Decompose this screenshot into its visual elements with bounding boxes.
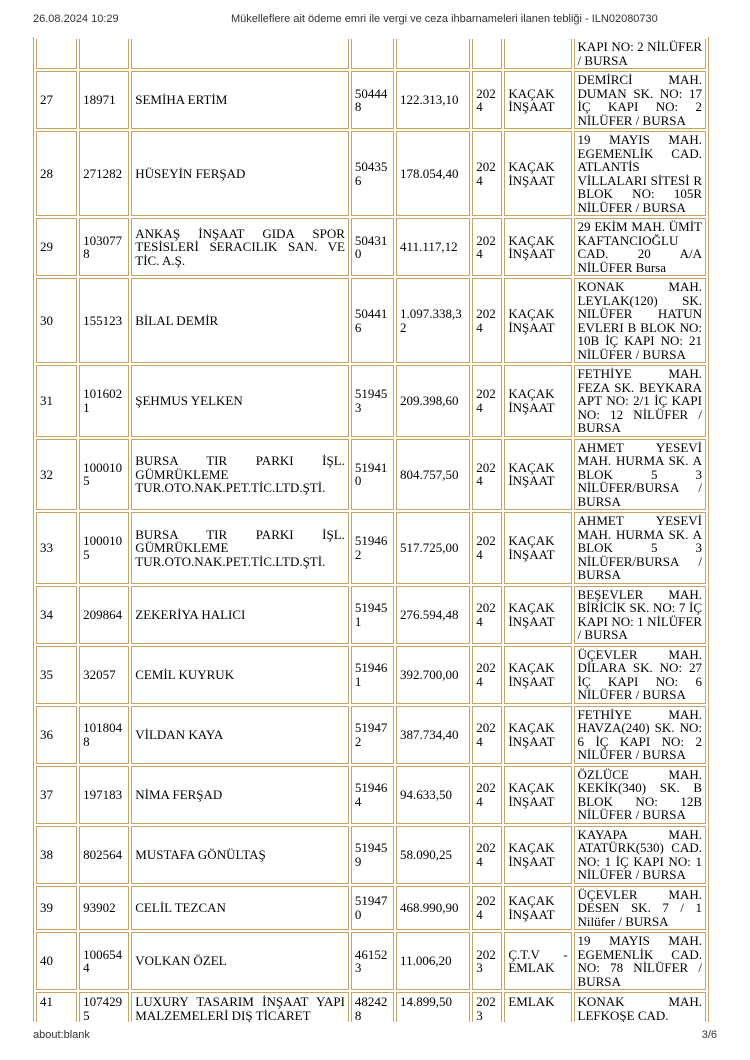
cell-registry-no: 155123 bbox=[79, 278, 129, 363]
cell-year bbox=[472, 39, 502, 69]
cell-amount: 1.097.338,32 bbox=[396, 278, 470, 363]
cell-address: KONAK MAH. LEFKOŞE CAD. bbox=[574, 992, 706, 1022]
cell-name: VOLKAN ÖZEL bbox=[131, 932, 349, 990]
cell-notice-no: 519464 bbox=[351, 766, 394, 824]
cell-name: CEMİL KUYRUK bbox=[131, 646, 349, 704]
table-row bbox=[36, 278, 706, 363]
cell-tax-type: KAÇAK İNŞAAT bbox=[504, 706, 571, 764]
cell-address: KAYAPA MAH. ATATÜRK(530) CAD. NO: 1 İÇ KAPI NO: 1 NİLÜFER / BURSA bbox=[574, 826, 706, 884]
cell-name: VİLDAN KAYA bbox=[131, 706, 349, 764]
table-row bbox=[36, 992, 706, 1022]
cell-year: 2023 bbox=[472, 992, 502, 1022]
table-row-carryover bbox=[36, 39, 706, 69]
cell-no: 28 bbox=[36, 131, 77, 216]
cell-address: 29 EKİM MAH. ÜMİT KAFTANCIOĞLU CAD. 20 A/A NİLÜFER Bursa bbox=[574, 218, 706, 276]
cell-address: AHMET YESEVİ MAH. HURMA SK. A BLOK 5 3 NİLÜFER/BURSA / BURSA bbox=[574, 439, 706, 511]
table-row bbox=[36, 365, 706, 437]
cell-address: BEŞEVLER MAH. BİRİCİK SK. NO: 7 İÇ KAPI NO: 1 NİLÜFER / BURSA bbox=[574, 586, 706, 644]
cell-no: 40 bbox=[36, 932, 77, 990]
cell-address: 19 MAYIS MAH. EGEMENLİK CAD. ATLANTİS VİLLALARI SİTESİ R BLOK NO: 105R NİLÜFER / BURSA bbox=[574, 131, 706, 216]
table-row bbox=[36, 218, 706, 276]
cell-notice-no: 519472 bbox=[351, 706, 394, 764]
cell-year: 2024 bbox=[472, 646, 502, 704]
cell-name: ŞEHMUS YELKEN bbox=[131, 365, 349, 437]
cell-no bbox=[36, 39, 77, 69]
cell-tax-type: KAÇAK İNŞAAT bbox=[504, 439, 571, 511]
cell-no: 31 bbox=[36, 365, 77, 437]
cell-amount: 94.633,50 bbox=[396, 766, 470, 824]
cell-notice-no: 482428 bbox=[351, 992, 394, 1022]
cell-name: SEMİHA ERTİM bbox=[131, 71, 349, 129]
cell-address: DEMİRCİ MAH. DUMAN SK. NO: 17 İÇ KAPI NO: 2 NİLÜFER / BURSA bbox=[574, 71, 706, 129]
cell-notice-no bbox=[351, 39, 394, 69]
cell-registry-no bbox=[79, 39, 129, 69]
cell-tax-type: KAÇAK İNŞAAT bbox=[504, 218, 571, 276]
cell-year: 2024 bbox=[472, 131, 502, 216]
cell-registry-no: 93902 bbox=[79, 886, 129, 931]
table-row bbox=[36, 886, 706, 931]
cell-address: AHMET YESEVİ MAH. HURMA SK. A BLOK 5 3 NİLÜFER/BURSA / BURSA bbox=[574, 512, 706, 584]
cell-no: 35 bbox=[36, 646, 77, 704]
cell-amount: 178.054,40 bbox=[396, 131, 470, 216]
cell-tax-type: KAÇAK İNŞAAT bbox=[504, 646, 571, 704]
cell-no: 27 bbox=[36, 71, 77, 129]
cell-registry-no: 271282 bbox=[79, 131, 129, 216]
cell-notice-no: 461523 bbox=[351, 932, 394, 990]
cell-tax-type: KAÇAK İNŞAAT bbox=[504, 586, 571, 644]
cell-name: ANKAŞ İNŞAAT GIDA SPOR TESİSLERİ SERACILIK SAN. VE TİC. A.Ş. bbox=[131, 218, 349, 276]
cell-no: 33 bbox=[36, 512, 77, 584]
cell-registry-no: 1000105 bbox=[79, 512, 129, 584]
cell-registry-no: 32057 bbox=[79, 646, 129, 704]
cell-notice-no: 504356 bbox=[351, 131, 394, 216]
cell-registry-no: 1018048 bbox=[79, 706, 129, 764]
cell-notice-no: 519459 bbox=[351, 826, 394, 884]
cell-tax-type: KAÇAK İNŞAAT bbox=[504, 365, 571, 437]
cell-amount: 14.899,50 bbox=[396, 992, 470, 1022]
cell-tax-type bbox=[504, 39, 571, 69]
cell-no: 36 bbox=[36, 706, 77, 764]
cell-tax-type: KAÇAK İNŞAAT bbox=[504, 71, 571, 129]
cell-address: KONAK MAH. LEYLAK(120) SK. NILÜFER HATUN EVLERI B BLOK NO: 10B İÇ KAPI NO: 21 NİLÜFER / BURSA bbox=[574, 278, 706, 363]
cell-address: FETHİYE MAH. FEZA SK. BEYKARA APT NO: 2/1 İÇ KAPI NO: 12 NİLÜFER / BURSA bbox=[574, 365, 706, 437]
cell-amount: 468.990,90 bbox=[396, 886, 470, 931]
document-title: Mükelleflere ait ödeme emri ile vergi ve ceza ihbarnameleri ilanen tebliği - ILN02080730 bbox=[231, 13, 658, 25]
cell-registry-no: 1016021 bbox=[79, 365, 129, 437]
cell-amount: 276.594,48 bbox=[396, 586, 470, 644]
cell-no: 34 bbox=[36, 586, 77, 644]
cell-no: 30 bbox=[36, 278, 77, 363]
cell-year: 2024 bbox=[472, 71, 502, 129]
cell-notice-no: 504416 bbox=[351, 278, 394, 363]
cell-registry-no: 1000105 bbox=[79, 439, 129, 511]
cell-name bbox=[131, 39, 349, 69]
table-row bbox=[36, 439, 706, 511]
cell-name: MUSTAFA GÖNÜLTAŞ bbox=[131, 826, 349, 884]
cell-registry-no: 18971 bbox=[79, 71, 129, 129]
cell-notice-no: 504310 bbox=[351, 218, 394, 276]
cell-amount: 387.734,40 bbox=[396, 706, 470, 764]
cell-year: 2024 bbox=[472, 826, 502, 884]
cell-registry-no: 197183 bbox=[79, 766, 129, 824]
cell-address: ÜÇEVLER MAH. DESEN SK. 7 / 1 Nilüfer / BURSA bbox=[574, 886, 706, 931]
page-source-url: about:blank bbox=[33, 1029, 90, 1041]
cell-no: 37 bbox=[36, 766, 77, 824]
cell-notice-no: 504448 bbox=[351, 71, 394, 129]
cell-no: 29 bbox=[36, 218, 77, 276]
cell-year: 2024 bbox=[472, 706, 502, 764]
cell-tax-type: EMLAK bbox=[504, 992, 571, 1022]
table-row bbox=[36, 766, 706, 824]
table-row bbox=[36, 71, 706, 129]
cell-year: 2024 bbox=[472, 586, 502, 644]
cell-registry-no: 1030778 bbox=[79, 218, 129, 276]
cell-no: 41 bbox=[36, 992, 77, 1022]
table-row bbox=[36, 586, 706, 644]
cell-address: KAPI NO: 2 NİLÜFER / BURSA bbox=[574, 39, 706, 69]
table-row bbox=[36, 706, 706, 764]
table-row bbox=[36, 512, 706, 584]
cell-notice-no: 519470 bbox=[351, 886, 394, 931]
cell-no: 38 bbox=[36, 826, 77, 884]
cell-name: BURSA TIR PARKI İŞL. GÜMRÜKLEME TUR.OTO.NAK.PET.TİC.LTD.ŞTİ. bbox=[131, 439, 349, 511]
page-number-indicator: 3/6 bbox=[701, 1029, 717, 1041]
cell-notice-no: 519461 bbox=[351, 646, 394, 704]
cell-year: 2024 bbox=[472, 439, 502, 511]
cell-amount: 392.700,00 bbox=[396, 646, 470, 704]
cell-tax-type: KAÇAK İNŞAAT bbox=[504, 766, 571, 824]
cell-tax-type: KAÇAK İNŞAAT bbox=[504, 278, 571, 363]
cell-year: 2023 bbox=[472, 932, 502, 990]
cell-tax-type: KAÇAK İNŞAAT bbox=[504, 826, 571, 884]
cell-tax-type: KAÇAK İNŞAAT bbox=[504, 512, 571, 584]
taxpayer-notices-table bbox=[33, 37, 709, 1022]
cell-name: LUXURY TASARIM İNŞAAT YAPI MALZEMELERİ DIŞ TİCARET bbox=[131, 992, 349, 1022]
print-datetime: 26.08.2024 10:29 bbox=[33, 13, 119, 25]
cell-name: BİLAL DEMİR bbox=[131, 278, 349, 363]
cell-amount: 411.117,12 bbox=[396, 218, 470, 276]
table-row bbox=[36, 826, 706, 884]
cell-amount: 58.090,25 bbox=[396, 826, 470, 884]
cell-address: ÖZLÜCE MAH. KEKİK(340) SK. B BLOK NO: 12B NİLÜFER / BURSA bbox=[574, 766, 706, 824]
cell-amount bbox=[396, 39, 470, 69]
cell-amount: 122.313,10 bbox=[396, 71, 470, 129]
table-row bbox=[36, 932, 706, 990]
cell-year: 2024 bbox=[472, 218, 502, 276]
cell-registry-no: 802564 bbox=[79, 826, 129, 884]
cell-year: 2024 bbox=[472, 278, 502, 363]
cell-registry-no: 209864 bbox=[79, 586, 129, 644]
table-page-fragment bbox=[33, 37, 717, 1022]
cell-year: 2024 bbox=[472, 766, 502, 824]
cell-name: NİMA FERŞAD bbox=[131, 766, 349, 824]
cell-address: 19 MAYIS MAH. EGEMENLİK CAD. NO: 78 NİLÜFER / BURSA bbox=[574, 932, 706, 990]
cell-name: CELİL TEZCAN bbox=[131, 886, 349, 931]
cell-year: 2024 bbox=[472, 512, 502, 584]
cell-tax-type: KAÇAK İNŞAAT bbox=[504, 886, 571, 931]
cell-address: FETHİYE MAH. HAVZA(240) SK. NO: 6 İÇ KAPI NO: 2 NİLÜFER / BURSA bbox=[574, 706, 706, 764]
cell-notice-no: 519462 bbox=[351, 512, 394, 584]
cell-name: BURSA TIR PARKI İŞL. GÜMRÜKLEME TUR.OTO.NAK.PET.TİC.LTD.ŞTİ. bbox=[131, 512, 349, 584]
cell-amount: 517.725,00 bbox=[396, 512, 470, 584]
table-row bbox=[36, 646, 706, 704]
cell-name: HÜSEYİN FERŞAD bbox=[131, 131, 349, 216]
records-table-body bbox=[36, 39, 706, 1022]
cell-registry-no: 1074295 bbox=[79, 992, 129, 1022]
cell-amount: 209.398,60 bbox=[396, 365, 470, 437]
cell-amount: 804.757,50 bbox=[396, 439, 470, 511]
cell-no: 32 bbox=[36, 439, 77, 511]
cell-year: 2024 bbox=[472, 365, 502, 437]
cell-no: 39 bbox=[36, 886, 77, 931]
cell-notice-no: 519453 bbox=[351, 365, 394, 437]
cell-tax-type: KAÇAK İNŞAAT bbox=[504, 131, 571, 216]
cell-notice-no: 519451 bbox=[351, 586, 394, 644]
cell-name: ZEKERİYA HALICI bbox=[131, 586, 349, 644]
cell-address: ÜÇEVLER MAH. DİLARA SK. NO: 27 İÇ KAPI NO: 6 NİLÜFER / BURSA bbox=[574, 646, 706, 704]
cell-year: 2024 bbox=[472, 886, 502, 931]
cell-amount: 11.006,20 bbox=[396, 932, 470, 990]
cell-tax-type: Ç.T.V - EMLAK bbox=[504, 932, 571, 990]
cell-notice-no: 519410 bbox=[351, 439, 394, 511]
cell-registry-no: 1006544 bbox=[79, 932, 129, 990]
table-row bbox=[36, 131, 706, 216]
